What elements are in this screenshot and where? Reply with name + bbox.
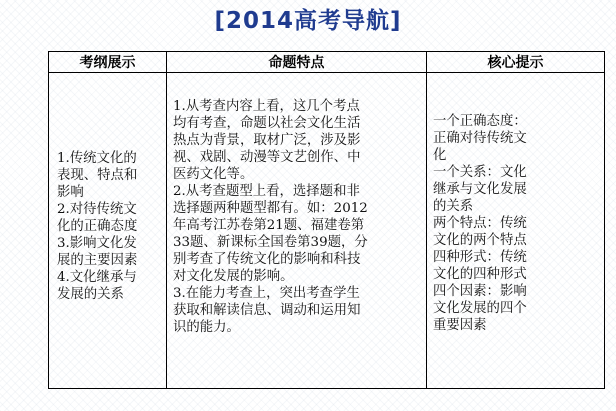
col1-line: 3.影响文化发: [57, 236, 137, 251]
col3-line: 重要因素: [433, 318, 487, 333]
col3-line: 正确对待传统文: [433, 131, 527, 146]
col2-line: 3.在能力考查上，突出考查学生: [173, 286, 360, 301]
tips-text: [427, 73, 604, 334]
exam-guide-table: [48, 51, 605, 389]
col3-line: 文化的四种形式: [433, 267, 527, 282]
col3-line: 一个正确态度：: [433, 114, 527, 129]
col2-line: 医药文化等。: [173, 167, 254, 182]
col2-line: 均有考查，命题以社会文化生活: [173, 116, 361, 131]
syllabus-text: [49, 73, 166, 303]
col2-line: 1.从考查内容上看，这几个考点: [173, 99, 360, 114]
col3-line: 化: [433, 148, 447, 163]
col3-line: 文化发展的四个: [433, 301, 527, 316]
col2-line: 别考查了传统文化的影响和科技: [173, 252, 361, 267]
col2-line: 视、戏剧、动漫等文艺创作、中: [173, 150, 361, 165]
page-title: [2014高考导航]: [214, 8, 402, 34]
header-core-tips: 核心提示: [427, 52, 605, 73]
col2-line: 2.从考查题型上看，选择题和非: [173, 184, 360, 199]
tips-cell: [427, 73, 605, 389]
col3-line: 四个因素：影响: [433, 284, 527, 299]
col1-line: 发展的关系: [57, 287, 124, 302]
col3-line: 四种形式：传统: [433, 250, 527, 265]
features-text: [167, 73, 426, 336]
col2-line: 选择题两种题型都有。如：2012: [173, 201, 368, 216]
header-question-features: 命题特点: [167, 52, 427, 73]
col2-line: 识的能力。: [173, 320, 240, 335]
header-row: [49, 52, 605, 73]
syllabus-cell: [49, 73, 167, 389]
col2-line: 热点为背景，取材广泛，涉及影: [173, 133, 361, 148]
col3-line: 的关系: [433, 199, 474, 214]
col2-line: 获取和解读信息、调动和运用知: [173, 303, 361, 318]
col1-line: 展的主要因素: [57, 253, 138, 268]
features-cell: [167, 73, 427, 389]
col1-line: 化的正确态度: [57, 219, 138, 234]
col3-line: 继承与文化发展: [433, 182, 527, 197]
col1-line: 4.文化继承与: [57, 270, 137, 285]
col2-line: 年高考江苏卷第21题、福建卷第: [173, 218, 365, 233]
header-syllabus: 考纲展示: [49, 52, 167, 73]
col3-line: 一个关系：文化: [433, 165, 527, 180]
col2-line: 33题、新课标全国卷第39题，分: [173, 235, 368, 250]
col1-line: 2.对待传统文: [57, 202, 137, 217]
body-row: [49, 73, 605, 389]
col2-line: 对文化发展的影响。: [173, 269, 294, 284]
col1-line: 1.传统文化的: [57, 151, 137, 166]
col3-line: 两个特点：传统: [433, 216, 527, 231]
col1-line: 表现、特点和: [57, 168, 138, 183]
col3-line: 文化的两个特点: [433, 233, 527, 248]
col1-line: 影响: [57, 185, 84, 200]
